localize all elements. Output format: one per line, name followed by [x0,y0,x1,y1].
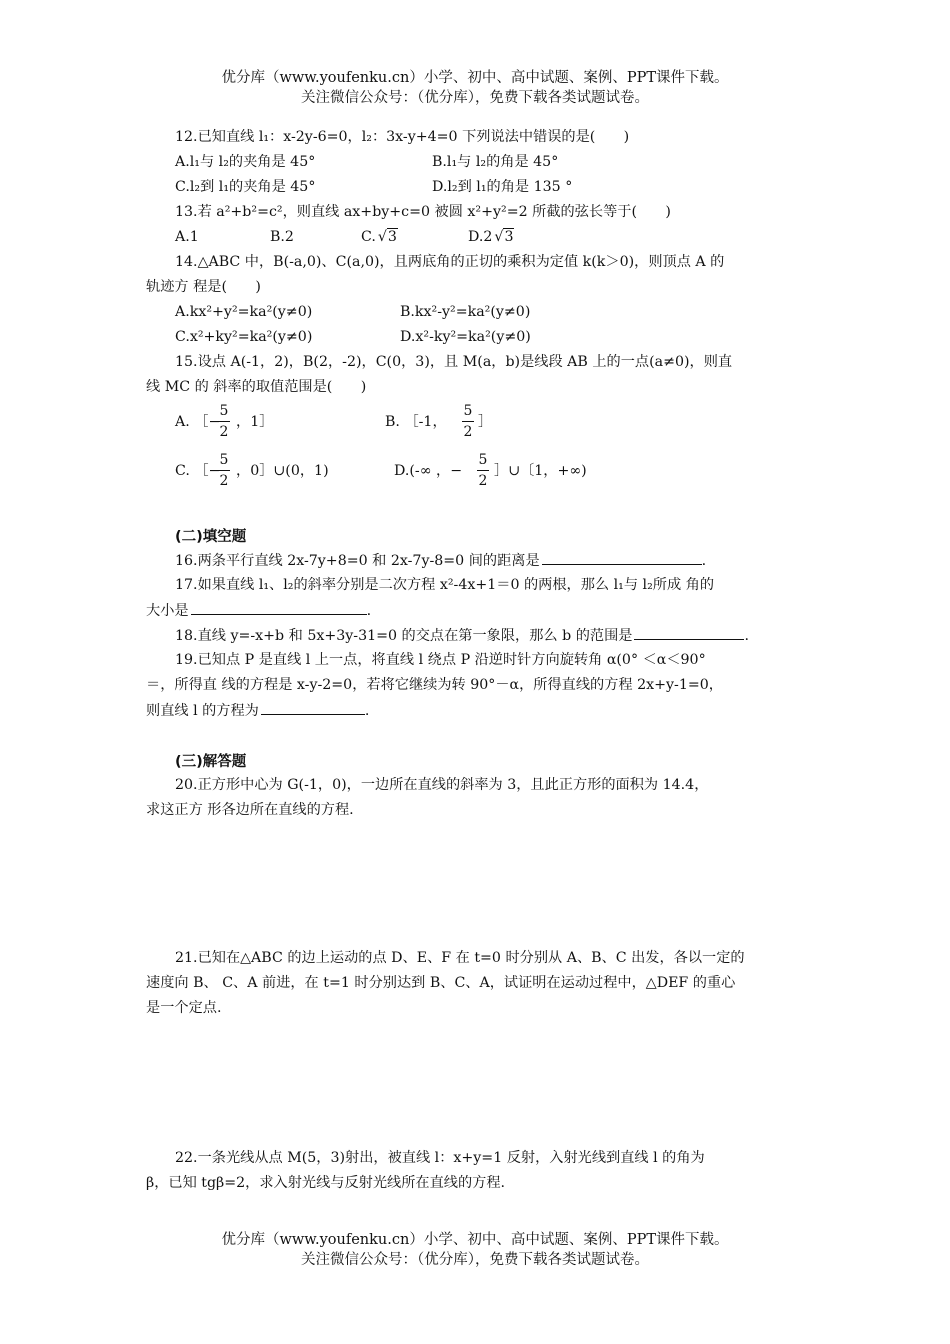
q13-option-d [468,227,514,247]
q13-option-c-label: C. [361,229,376,245]
q19-line-3: 则直线 l 的方程为 . [146,700,806,721]
fraction-denominator: 2 [478,473,488,489]
fraction-numerator: 5 [463,403,473,419]
q12-stem: 12.已知直线 l₁：x-2y-6=0，l₂：3x-y+4=0 下列说法中错误的是( ) [175,129,630,145]
q12-option-a: A.l₁与 l₂的夹角是 45° [175,154,316,170]
q12-option-d: D.l₂到 l₁的角是 135 ° [432,179,573,195]
q17-text: 大小是 [146,603,189,619]
footer-line-1: 优分库（www.youfenku.cn）小学、初中、高中试题、案例、PPT课件下载。 [221,1232,729,1248]
q13-option-c [361,227,398,247]
q15-option-d-fraction [477,451,489,490]
q15-option-a-prefix: A. ［− [175,414,221,430]
q15-option-c-fraction [218,451,230,490]
q15-option-c-prefix: C. ［− [175,463,221,479]
q15-option-b-prefix: B. ［-1， [385,414,447,430]
q16-text: 16.两条平行直线 2x-7y+8=0 和 2x-7y-8=0 间的距离是 [175,553,540,569]
q14-option-c: C.x²+ky²=ka²(y≠0) [175,329,313,345]
q19-text: 则直线 l 的方程为 [146,703,259,719]
answer-blank[interactable] [634,625,744,640]
q15-option-d-prefix: D.(-∞ ，− [394,463,463,479]
fraction-numerator: 5 [478,452,488,468]
q14-option-d: D.x²-ky²=ka²(y≠0) [400,329,531,345]
q13-option-b: B.2 [270,229,294,245]
q15-option-b-suffix: ］ [478,414,493,430]
q20-line-1: 20.正方形中心为 G(-1，0)，一边所在直线的斜率为 3，且此正方形的面积为 14.4， [175,777,709,793]
q17-line-2: 大小是 . [146,600,806,621]
q21-line-2: 速度向 B、 C、A 前进，在 t=1 时分别达到 B、C、A，试证明在运动过程中，△DEF 的重心 [146,975,736,991]
fraction-denominator: 2 [463,424,473,440]
fraction-numerator: 5 [219,403,229,419]
q15-option-a-suffix: ，1］ [236,414,274,430]
footer-line-2: 关注微信公众号：（优分库），免费下载各类试题试卷。 [301,1252,649,1268]
answer-blank[interactable] [191,600,367,615]
q14-stem-line-1: 14.△ABC 中，B(-a,0)、C(a,0)，且两底角的正切的乘积为定值 k(k＞0)，则顶点 A 的 [175,254,725,270]
q20-line-2: 求这正方 形各边所在直线的方程. [146,802,354,818]
answer-blank[interactable] [261,700,365,715]
q21-line-3: 是一个定点. [146,1000,222,1016]
q19-line-1: 19.已知点 P 是直线 l 上一点，将直线 l 绕点 P 沿逆时针方向旋转角 α(0° ＜α＜90° [175,652,706,668]
q12-option-b: B.l₁与 l₂的角是 45° [432,154,559,170]
q13-option-c-radicand: 3 [387,229,397,245]
q15-stem-line-2: 线 MC 的 斜率的取值范围是( ) [146,379,367,395]
q14-option-a: A.kx²+y²=ka²(y≠0) [175,304,313,320]
header-line-2: 关注微信公众号：（优分库），免费下载各类试题试卷。 [301,90,649,106]
section-answer-title: (三)解答题 [175,754,247,770]
sqrt-symbol: √3 [377,229,397,245]
q14-stem-line-2: 轨迹方 程是( ) [146,279,261,295]
sqrt-symbol: √3 [494,229,514,245]
q15-option-d-suffix: ］∪〔1，+∞) [494,463,587,479]
q13-option-d-radicand: 3 [504,229,514,245]
q14-option-b: B.kx²-y²=ka²(y≠0) [400,304,531,320]
q22-line-1: 22.一条光线从点 M(5，3)射出，被直线 l：x+y=1 反射，入射光线到直线 l 的角为 [175,1150,705,1166]
q18: 18.直线 y=-x+b 和 5x+3y-31=0 的交点在第一象限，那么 b 的范围是 . [175,625,835,646]
q21-line-1: 21.已知在△ABC 的边上运动的点 D、E、F 在 t=0 时分别从 A、B、C 出发，各以一定的 [175,950,745,966]
q15-option-b-fraction [462,402,474,441]
q18-text: 18.直线 y=-x+b 和 5x+3y-31=0 的交点在第一象限，那么 b 的范围是 [175,628,633,644]
q13-option-d-label: D.2 [468,229,493,245]
q15-stem-line-1: 15.设点 A(-1，2)，B(2，-2)，C(0，3)，且 M(a，b)是线段 AB 上的一点(a≠0)，则直 [175,354,733,370]
fraction-denominator: 2 [219,424,229,440]
q19-line-2: ＝，所得直 线的方程是 x-y-2=0，若将它继续为转 90°－α，所得直线的方程 2x+y-1=0， [146,677,723,693]
q17-line-1: 17.如果直线 l₁、l₂的斜率分别是二次方程 x²-4x+1＝0 的两根，那么 l₁与 l₂所成 角的 [175,577,715,593]
section-fill-in-title: (二)填空题 [175,529,247,545]
fraction-numerator: 5 [219,452,229,468]
q15-option-c-suffix: ，0］∪(0，1) [236,463,329,479]
q22-line-2: β，已知 tgβ=2，求入射光线与反射光线所在直线的方程. [146,1175,506,1191]
q12-option-c: C.l₂到 l₁的夹角是 45° [175,179,316,195]
answer-blank[interactable] [542,550,702,565]
q13-option-a: A.1 [175,229,199,245]
q16: 16.两条平行直线 2x-7y+8=0 和 2x-7y-8=0 间的距离是 . [175,550,835,571]
q15-option-a-fraction [218,402,230,441]
q13-stem: 13.若 a²+b²=c²，则直线 ax+by+c=0 被圆 x²+y²=2 所截的弦长等于( ) [175,204,671,220]
fraction-denominator: 2 [219,473,229,489]
header-line-1: 优分库（www.youfenku.cn）小学、初中、高中试题、案例、PPT课件下载。 [221,70,729,86]
